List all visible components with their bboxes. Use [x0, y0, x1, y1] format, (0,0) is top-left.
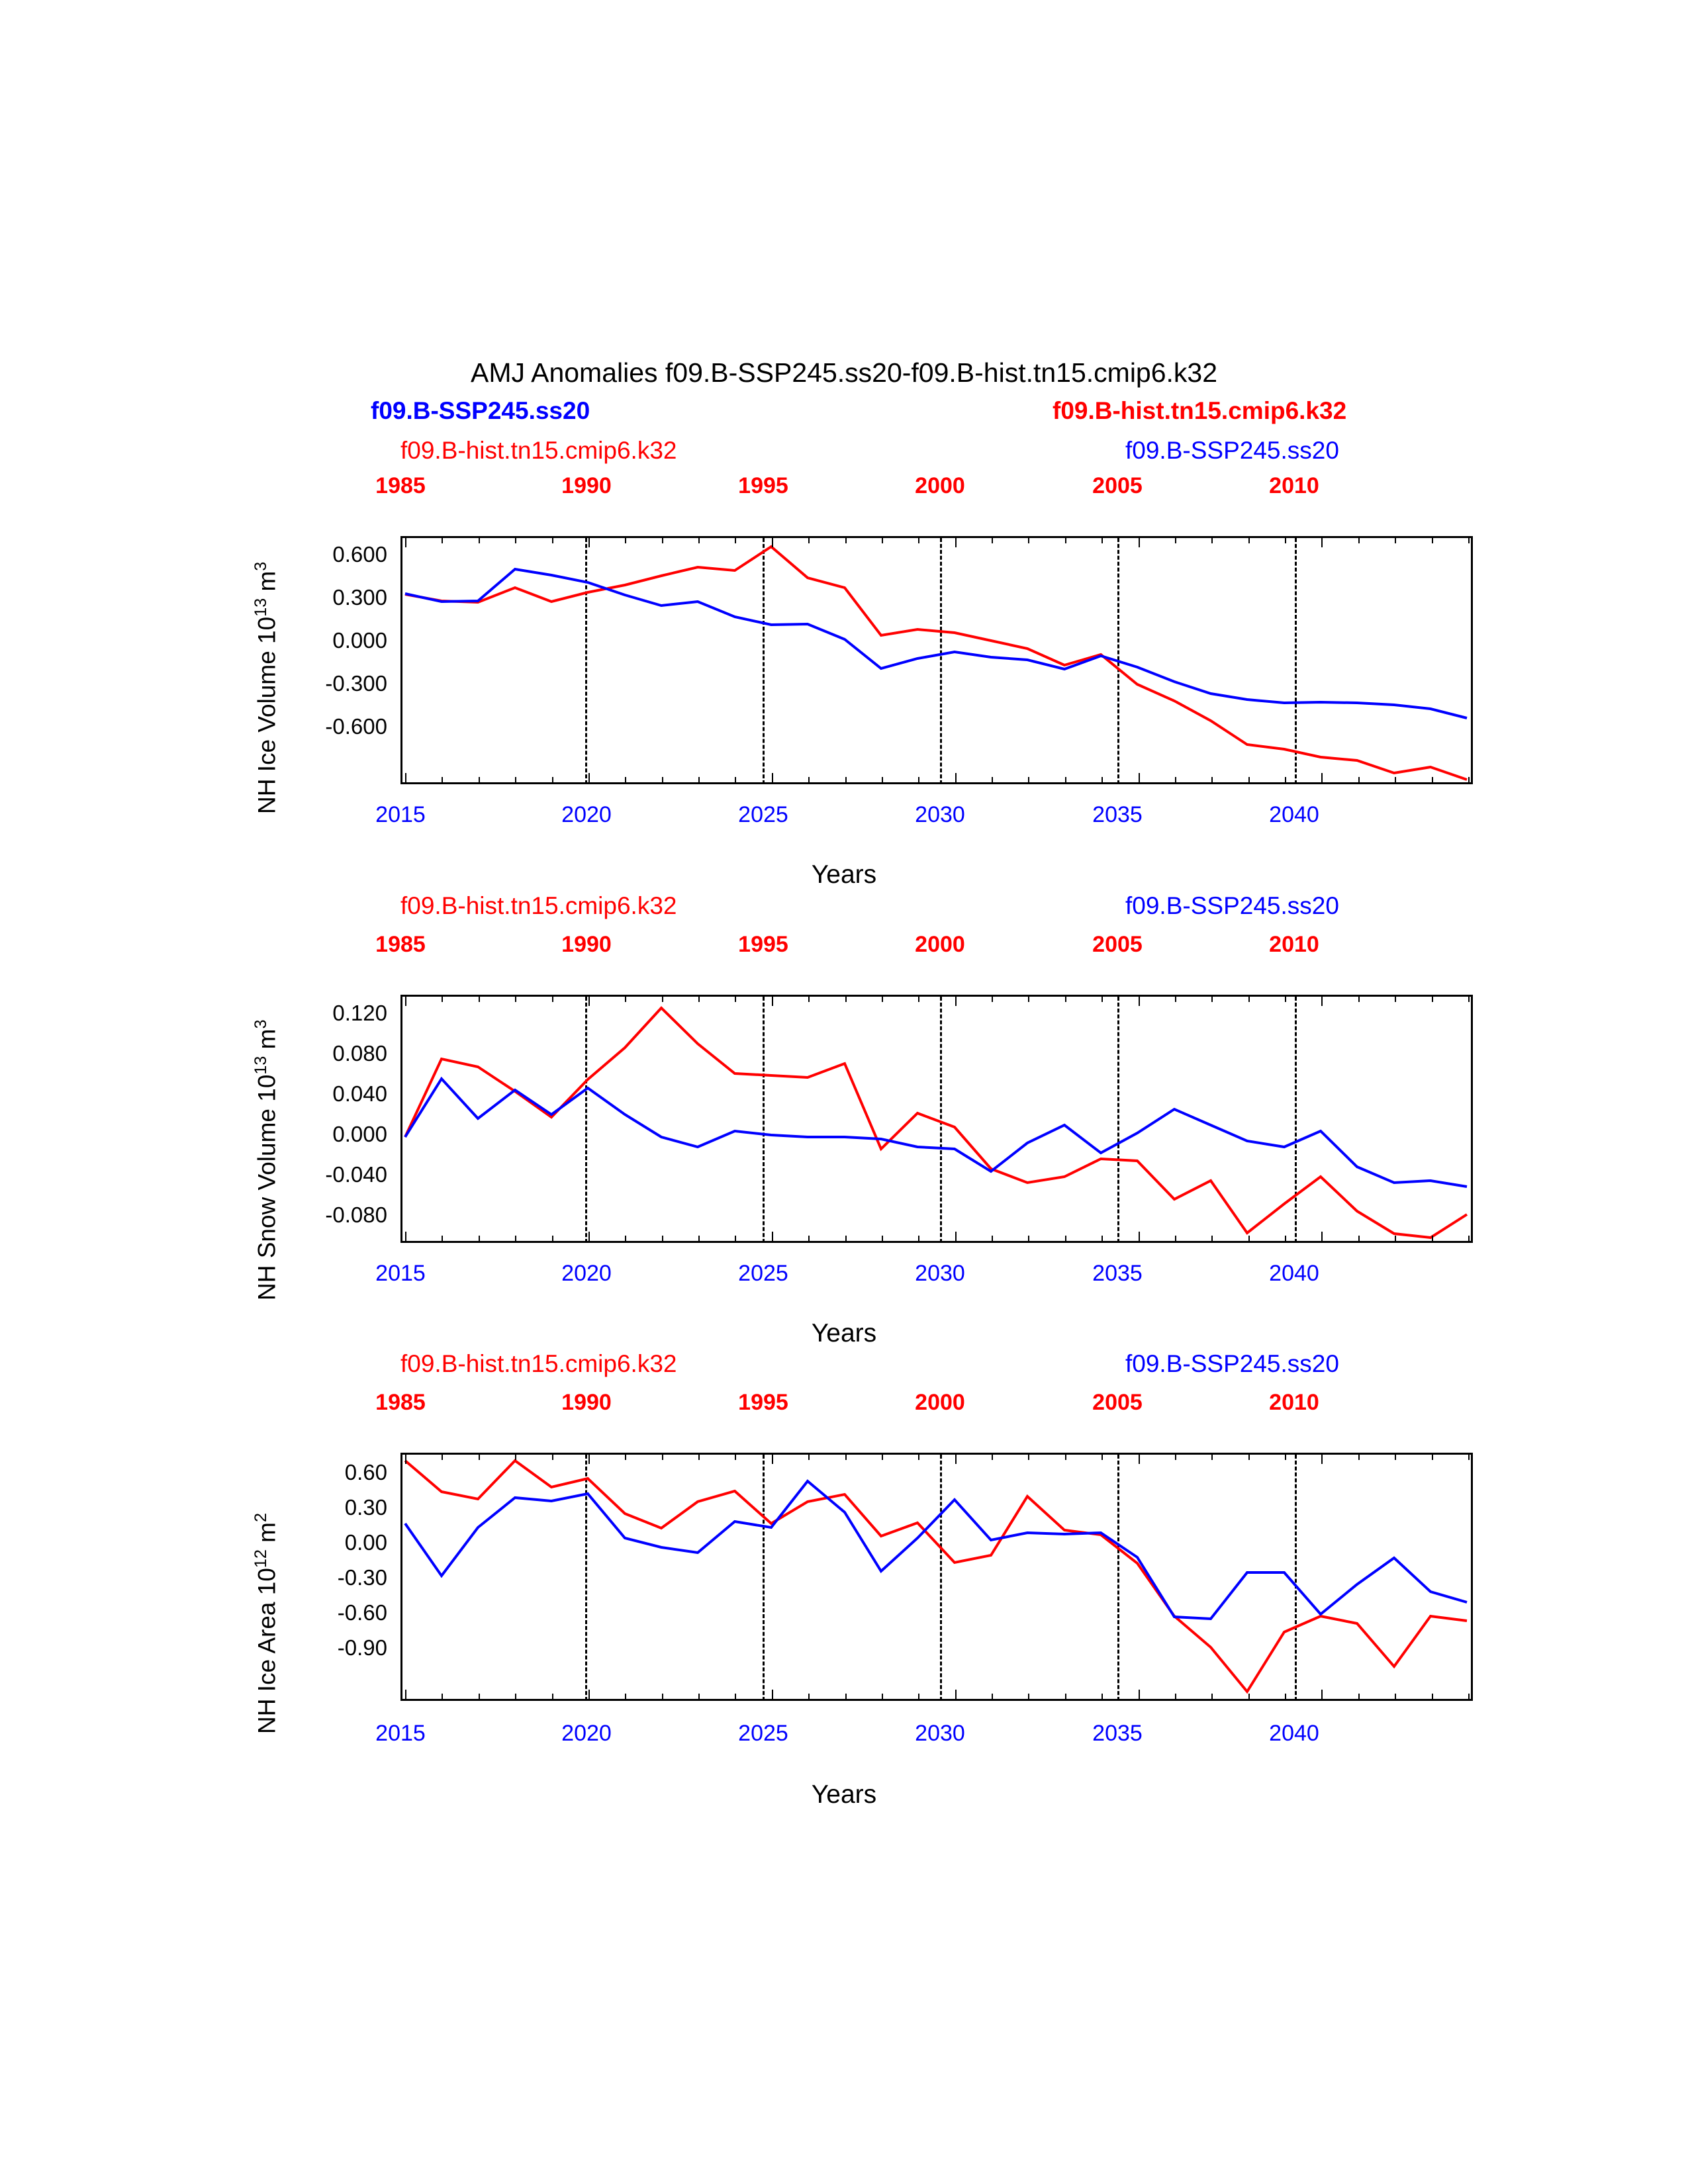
axis-tick	[1102, 997, 1103, 1002]
axis-tick	[1432, 1455, 1433, 1460]
y-axis-title-text-p3: NH Ice Area 10	[253, 1568, 281, 1734]
axis-tick	[992, 1236, 993, 1241]
axis-tick	[1065, 997, 1066, 1002]
y-tick-030-p3: 0.30	[344, 1495, 387, 1520]
axis-tick	[1102, 1694, 1103, 1699]
axis-tick	[772, 1455, 773, 1464]
series-line-ssp245-p2	[405, 1079, 1467, 1187]
axis-tick	[845, 1236, 847, 1241]
axis-tick	[735, 1236, 736, 1241]
top-tick-1995-p1: 1995	[738, 473, 788, 498]
top-tick-1990-p1: 1990	[561, 473, 612, 498]
axis-tick	[1321, 1690, 1323, 1699]
x-axis-title-p2: Years	[811, 1319, 877, 1347]
axis-tick	[735, 1455, 736, 1460]
axis-tick	[515, 1455, 516, 1460]
bot-tick-2020-p1: 2020	[561, 802, 612, 827]
page-title: AMJ Anomalies f09.B-SSP245.ss20-f09.B-hist.tn15.cmip6.k32	[470, 357, 1218, 388]
series-plot-p3	[402, 1455, 1471, 1700]
axis-tick	[1211, 997, 1213, 1002]
axis-tick	[1358, 1455, 1360, 1460]
axis-tick	[588, 997, 590, 1006]
x-axis-title-p1: Years	[811, 860, 877, 889]
legend-hist-p2: f09.B-hist.tn15.cmip6.k32	[400, 892, 677, 919]
y-tick-m090-p3: -0.90	[337, 1635, 387, 1660]
axis-tick	[845, 997, 847, 1002]
axis-tick	[1395, 1455, 1396, 1460]
axis-tick	[772, 1232, 773, 1241]
axis-tick	[552, 1236, 553, 1241]
series-line-hist-p3	[405, 1461, 1467, 1692]
legend-hist-p3: f09.B-hist.tn15.cmip6.k32	[400, 1350, 677, 1377]
axis-tick	[808, 1455, 810, 1460]
axis-tick	[1468, 1236, 1470, 1241]
axis-tick	[1028, 1455, 1029, 1460]
y-axis-title-p3	[252, 1513, 281, 1734]
axis-tick	[1468, 1694, 1470, 1699]
axis-tick	[1285, 1455, 1286, 1460]
axis-tick	[515, 1236, 516, 1241]
axis-tick	[1065, 1455, 1066, 1460]
axis-tick	[918, 1236, 919, 1241]
axis-tick	[735, 997, 736, 1002]
y-axis-title-p2	[252, 1020, 281, 1301]
bot-tick-2015-p3: 2015	[375, 1721, 426, 1746]
axis-tick	[1248, 1455, 1250, 1460]
axis-tick	[1395, 1694, 1396, 1699]
y-axis-title-unit-exp-p3: 2	[252, 1513, 270, 1522]
axis-tick	[1321, 997, 1323, 1006]
axis-tick	[1285, 1236, 1286, 1241]
axis-tick	[442, 1236, 443, 1241]
series-line-ssp245-p3	[405, 1481, 1467, 1619]
y-tick-m060-p3: -0.60	[337, 1600, 387, 1625]
axis-tick	[955, 1690, 957, 1699]
axis-tick	[662, 1694, 663, 1699]
axis-tick	[772, 1690, 773, 1699]
y-tick-0000-p1: 0.000	[332, 628, 387, 653]
axis-tick	[1248, 1694, 1250, 1699]
y-tick-m0600-p1: -0.600	[325, 714, 387, 739]
axis-tick	[1285, 997, 1286, 1002]
bot-tick-2040-p1: 2040	[1269, 802, 1319, 827]
axis-tick	[405, 1232, 406, 1241]
top-tick-2010-p3: 2010	[1269, 1390, 1319, 1415]
axis-tick	[1211, 1694, 1213, 1699]
axis-tick	[992, 1694, 993, 1699]
axis-tick	[1139, 997, 1140, 1006]
y-axis-title-unit-p3: m	[253, 1522, 281, 1543]
top-tick-1995-p2: 1995	[738, 932, 788, 957]
axis-tick	[442, 997, 443, 1002]
axis-tick	[1395, 1236, 1396, 1241]
y-tick-000-p3: 0.00	[344, 1530, 387, 1555]
axis-tick	[1248, 1236, 1250, 1241]
axis-tick	[1175, 1455, 1176, 1460]
axis-tick	[808, 997, 810, 1002]
axis-tick	[918, 1455, 919, 1460]
bot-tick-2030-p2: 2030	[915, 1261, 965, 1286]
y-axis-title-exp-p3: 12	[252, 1549, 270, 1569]
axis-tick	[1102, 1455, 1103, 1460]
axis-tick	[845, 1455, 847, 1460]
plot-area-ice-area	[400, 1453, 1473, 1701]
top-tick-1995-p3: 1995	[738, 1390, 788, 1415]
axis-tick	[1211, 1455, 1213, 1460]
top-tick-1990-p3: 1990	[561, 1390, 612, 1415]
axis-tick	[1468, 997, 1470, 1002]
axis-tick	[955, 997, 957, 1006]
axis-tick	[405, 1690, 406, 1699]
axis-tick	[1102, 1236, 1103, 1241]
series-line-hist-p2	[405, 1008, 1467, 1238]
legend-ssp245-bold-p1: f09.B-SSP245.ss20	[371, 397, 590, 424]
axis-tick	[1065, 1236, 1066, 1241]
bot-tick-2015-p1: 2015	[375, 802, 426, 827]
bot-tick-2025-p1: 2025	[738, 802, 788, 827]
axis-tick	[515, 1694, 516, 1699]
axis-tick	[1028, 1694, 1029, 1699]
axis-tick	[882, 997, 883, 1002]
y-axis-title-unit-p1: m	[253, 570, 281, 592]
axis-tick	[772, 997, 773, 1006]
top-tick-2010-p2: 2010	[1269, 932, 1319, 957]
legend-ssp245-p2: f09.B-SSP245.ss20	[1125, 892, 1339, 919]
bot-tick-2025-p2: 2025	[738, 1261, 788, 1286]
axis-tick	[662, 1236, 663, 1241]
bot-tick-2030-p3: 2030	[915, 1721, 965, 1746]
top-tick-2000-p2: 2000	[915, 932, 965, 957]
axis-tick	[1139, 1455, 1140, 1464]
top-tick-1985-p3: 1985	[375, 1390, 426, 1415]
bot-tick-2015-p2: 2015	[375, 1261, 426, 1286]
axis-tick	[808, 1694, 810, 1699]
axis-tick	[405, 1455, 406, 1464]
y-tick-0600-p1: 0.600	[332, 542, 387, 567]
y-tick-0000-p2: 0.000	[332, 1122, 387, 1146]
y-tick-0300-p1: 0.300	[332, 585, 387, 610]
axis-tick	[1358, 997, 1360, 1002]
axis-tick	[1432, 997, 1433, 1002]
axis-tick	[552, 1694, 553, 1699]
axis-tick	[625, 997, 626, 1002]
axis-tick	[588, 1232, 590, 1241]
axis-tick	[552, 1455, 553, 1460]
axis-tick	[479, 997, 480, 1002]
axis-tick	[698, 1694, 700, 1699]
y-tick-m030-p3: -0.30	[337, 1565, 387, 1590]
axis-tick	[698, 997, 700, 1002]
axis-tick	[662, 997, 663, 1002]
y-tick-0120-p2: 0.120	[332, 1001, 387, 1025]
axis-tick	[1028, 1236, 1029, 1241]
legend-hist-plain-p1: f09.B-hist.tn15.cmip6.k32	[400, 437, 677, 464]
axis-tick	[405, 997, 406, 1006]
y-tick-060-p3: 0.60	[344, 1460, 387, 1484]
series-plot-p2	[402, 997, 1471, 1242]
axis-tick	[588, 1455, 590, 1464]
plot-area-snow-volume	[400, 995, 1473, 1243]
top-tick-2005-p3: 2005	[1092, 1390, 1143, 1415]
top-tick-2005-p1: 2005	[1092, 473, 1143, 498]
axis-tick	[479, 1694, 480, 1699]
axis-tick	[918, 1694, 919, 1699]
axis-tick	[662, 1455, 663, 1460]
top-tick-2010-p1: 2010	[1269, 473, 1319, 498]
axis-tick	[955, 1455, 957, 1464]
axis-tick	[625, 1694, 626, 1699]
axis-tick	[1285, 1694, 1286, 1699]
axis-tick	[918, 997, 919, 1002]
axis-tick	[845, 1694, 847, 1699]
axis-tick	[1175, 997, 1176, 1002]
y-tick-0080-p2: 0.080	[332, 1041, 387, 1066]
axis-tick	[808, 1236, 810, 1241]
x-axis-title-p3: Years	[811, 1780, 877, 1809]
axis-tick	[552, 997, 553, 1002]
legend-ssp245-p3: f09.B-SSP245.ss20	[1125, 1350, 1339, 1377]
axis-tick	[442, 1455, 443, 1460]
top-tick-2000-p3: 2000	[915, 1390, 965, 1415]
bot-tick-2035-p1: 2035	[1092, 802, 1143, 827]
axis-tick	[698, 1455, 700, 1460]
axis-tick	[1028, 997, 1029, 1002]
bot-tick-2040-p3: 2040	[1269, 1721, 1319, 1746]
axis-tick	[1468, 1455, 1470, 1460]
top-tick-1985-p2: 1985	[375, 932, 426, 957]
axis-tick	[882, 1455, 883, 1460]
y-axis-title-unit-exp-p2: 3	[252, 1019, 270, 1029]
axis-tick	[1139, 1232, 1140, 1241]
axis-tick	[515, 997, 516, 1002]
bot-tick-2035-p3: 2035	[1092, 1721, 1143, 1746]
axis-tick	[1321, 1455, 1323, 1464]
axis-tick	[698, 1236, 700, 1241]
axis-tick	[1065, 1694, 1066, 1699]
axis-tick	[882, 1236, 883, 1241]
y-tick-m0080-p2: -0.080	[325, 1203, 387, 1227]
top-tick-2000-p1: 2000	[915, 473, 965, 498]
y-tick-0040-p2: 0.040	[332, 1081, 387, 1106]
bot-tick-2025-p3: 2025	[738, 1721, 788, 1746]
bot-tick-2030-p1: 2030	[915, 802, 965, 827]
axis-tick	[1358, 1236, 1360, 1241]
axis-tick	[625, 1455, 626, 1460]
y-axis-title-unit-p2: m	[253, 1028, 281, 1050]
y-axis-title-unit-exp-p1: 3	[252, 561, 270, 571]
top-tick-2005-p2: 2005	[1092, 932, 1143, 957]
legend-hist-bold-p1: f09.B-hist.tn15.cmip6.k32	[1053, 397, 1347, 424]
bot-tick-2020-p2: 2020	[561, 1261, 612, 1286]
axis-tick	[1395, 997, 1396, 1002]
axis-tick	[1175, 1236, 1176, 1241]
bot-tick-2035-p2: 2035	[1092, 1261, 1143, 1286]
axis-tick	[588, 1690, 590, 1699]
legend-ssp245-plain-p1: f09.B-SSP245.ss20	[1125, 437, 1339, 464]
axis-tick	[1175, 1694, 1176, 1699]
axis-tick	[1432, 1236, 1433, 1241]
axis-tick	[1358, 1694, 1360, 1699]
bot-tick-2020-p3: 2020	[561, 1721, 612, 1746]
y-axis-title-text-p1: NH Ice Volume 10	[253, 616, 281, 814]
axis-tick	[882, 1694, 883, 1699]
axis-tick	[955, 1232, 957, 1241]
axis-tick	[735, 1694, 736, 1699]
axis-tick	[992, 1455, 993, 1460]
axis-tick	[1321, 1232, 1323, 1241]
y-axis-title-exp-p2: 13	[252, 1056, 270, 1075]
axis-tick	[625, 1236, 626, 1241]
y-tick-m0040-p2: -0.040	[325, 1162, 387, 1187]
axis-tick	[1432, 1694, 1433, 1699]
y-tick-m0300-p1: -0.300	[325, 671, 387, 696]
y-axis-title-exp-p1: 13	[252, 598, 270, 617]
top-tick-1985-p1: 1985	[375, 473, 426, 498]
top-tick-1990-p2: 1990	[561, 932, 612, 957]
axis-tick	[1139, 1690, 1140, 1699]
axis-tick	[992, 997, 993, 1002]
y-axis-title-text-p2: NH Snow Volume 10	[253, 1074, 281, 1300]
axis-tick	[479, 1236, 480, 1241]
axis-tick	[1248, 997, 1250, 1002]
axis-tick	[479, 1455, 480, 1460]
bot-tick-2040-p2: 2040	[1269, 1261, 1319, 1286]
axis-tick	[442, 1694, 443, 1699]
axis-tick	[1211, 1236, 1213, 1241]
